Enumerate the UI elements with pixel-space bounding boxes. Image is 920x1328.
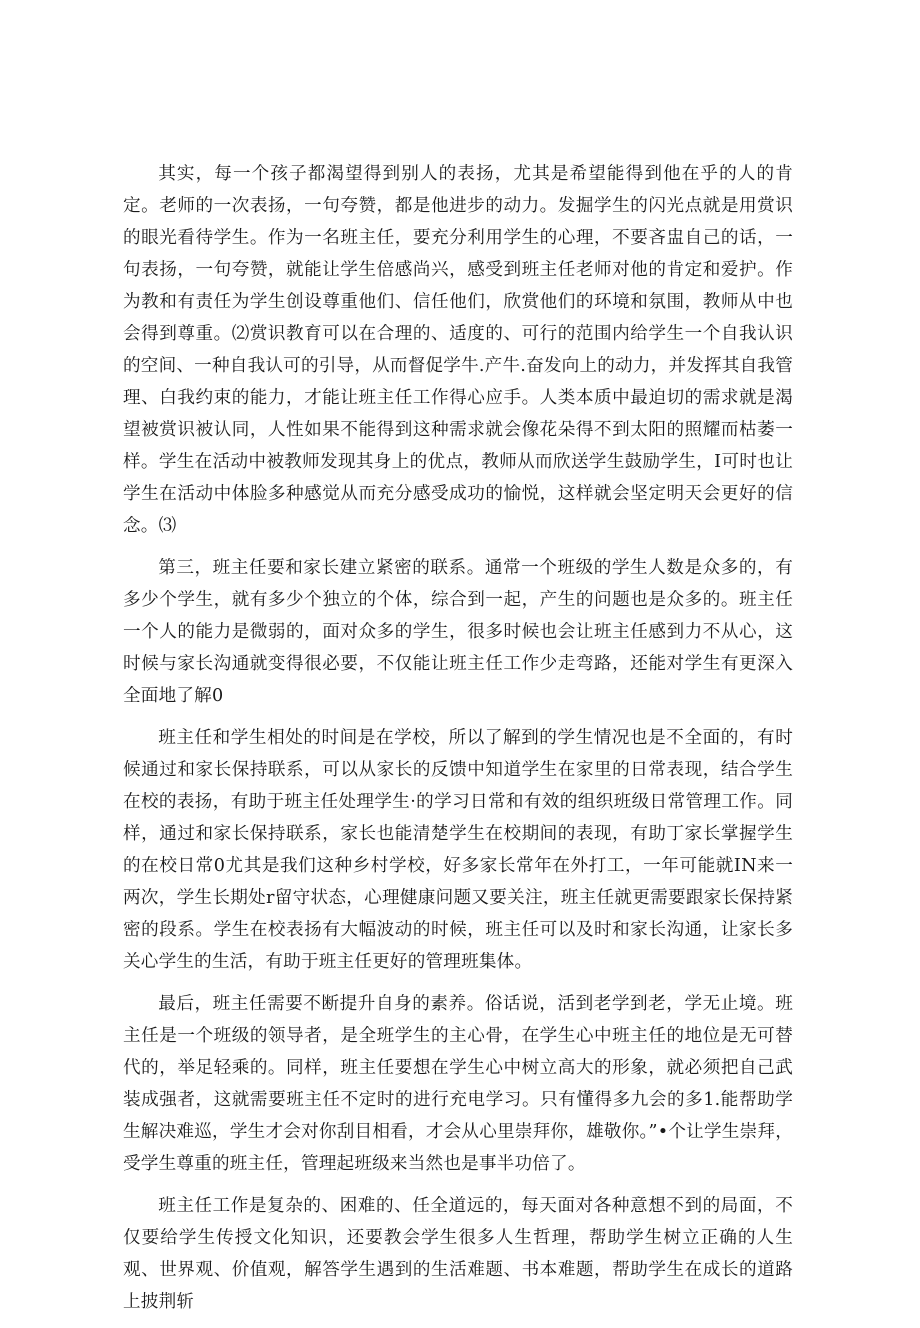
paragraph-school-and-home: 班主任和学生相处的时间是在学校，所以了解到的学生情况也是不全面的，有时候通过和家长保持联系，可以从家长的反馈中知道学生在家里的日常表现，结合学生在校的表扬，有助于班主任处理学生·的学习日常和有效的组织班级日常管理工作。同样，通过和家长保持联系，家长也能清楚学生在校期间的表现，有助丁家长掌握学生的在校日常0尤其是我们这种乡村学校，好多家长常年在外打工，一年可能就IN来一两次，学生长期处r留守状态，心理健康问题又要关注，班主任就更需要跟家长保持紧密的段系。学生在校表扬有大幅波动的时候，班主任可以及时和家长沟通，让家长多关心学生的生活，有助于班主任更好的管理班集体。 bbox=[123, 728, 793, 972]
paragraph-parent-contact: 第三，班主任要和家长建立紧密的联系。通常一个班级的学生人数是众多的，有多少个学生，就有多少个独立的个体，综合到一起，产生的问题也是众多的。班主任一个人的能力是微弱的，面对众多的学生，很多时候也会让班主任感到力不从心，这时候与家长沟通就变得很必要，不仅能让班主任工作少走弯路，还能对学生有更深入全面地了解0 bbox=[123, 558, 793, 706]
paragraph-appreciation-education: 其实，每一个孩子都渴望得到别人的表扬，尤其是希望能得到他在乎的人的肯定。老师的一次表扬，一句夸赞，都是他进步的动力。发掘学生的闪光点就是用赏识的眼光看待学生。作为一名班主任，要充分利用学生的心理，不要吝盅自己的话，一句表扬，一句夸赞，就能让学生倍感尚兴，感受到班主任老师对他的肯定和爱护。作为教和有责任为学生创设尊重他们、信任他们，欣赏他们的环境和氛围，教师从中也会得到尊重。⑵赏识教育可以在合理的、适度的、可行的范围内给学生一个自我认识的空间、一种自我认可的引导，从而督促学牛.产牛.奋发向上的动力，并发挥其自我管理、白我约束的能力，才能让班主任工作得心应手。人类本质中最迫切的需求就是渴望被赏识被认同，人性如果不能得到这种需求就会像花朵得不到太阳的照耀而枯萎一样。学生在活动中被教师发现其身上的优点，教师从而欣送学生鼓励学生，I可时也让学生在活动中体脸多种感觉从而充分感受成功的愉悦，这样就会坚定明天会更好的信念。⑶ bbox=[123, 164, 793, 536]
document-body bbox=[123, 158, 793, 1328]
paragraph-self-improvement: 最后，班主任需要不断提升自身的素养。俗话说，活到老学到老，学无止境。班主任是一个班级的领导者，是全班学生的主心骨，在学生心中班主任的地位是无可替代的，举足轻乘的。同样，班主任要想在学生心中树立高大的形象，就必须把自己武装成强者，这就需要班主任不定时的进行充电学习。只有懂得多九会的多1.能帮助学生解决难巡，学生才会对你刮目相看，才会从心里崇拜你，雄敬你。”•个让学生崇拜，受学生尊重的班主任，管理起班级来当然也是事半功倍了。 bbox=[123, 994, 793, 1174]
paragraph-conclusion: 班主任工作是复杂的、困难的、任全道远的，每天面对各种意想不到的局面，不仅要给学生传授文化知识，还要教会学生很多人生哲理，帮助学生树立正确的人生观、世界观、价值观，解答学生遇到的生活难题、书本难题，帮助学生在成长的道路上披荆斩 bbox=[123, 1196, 793, 1312]
